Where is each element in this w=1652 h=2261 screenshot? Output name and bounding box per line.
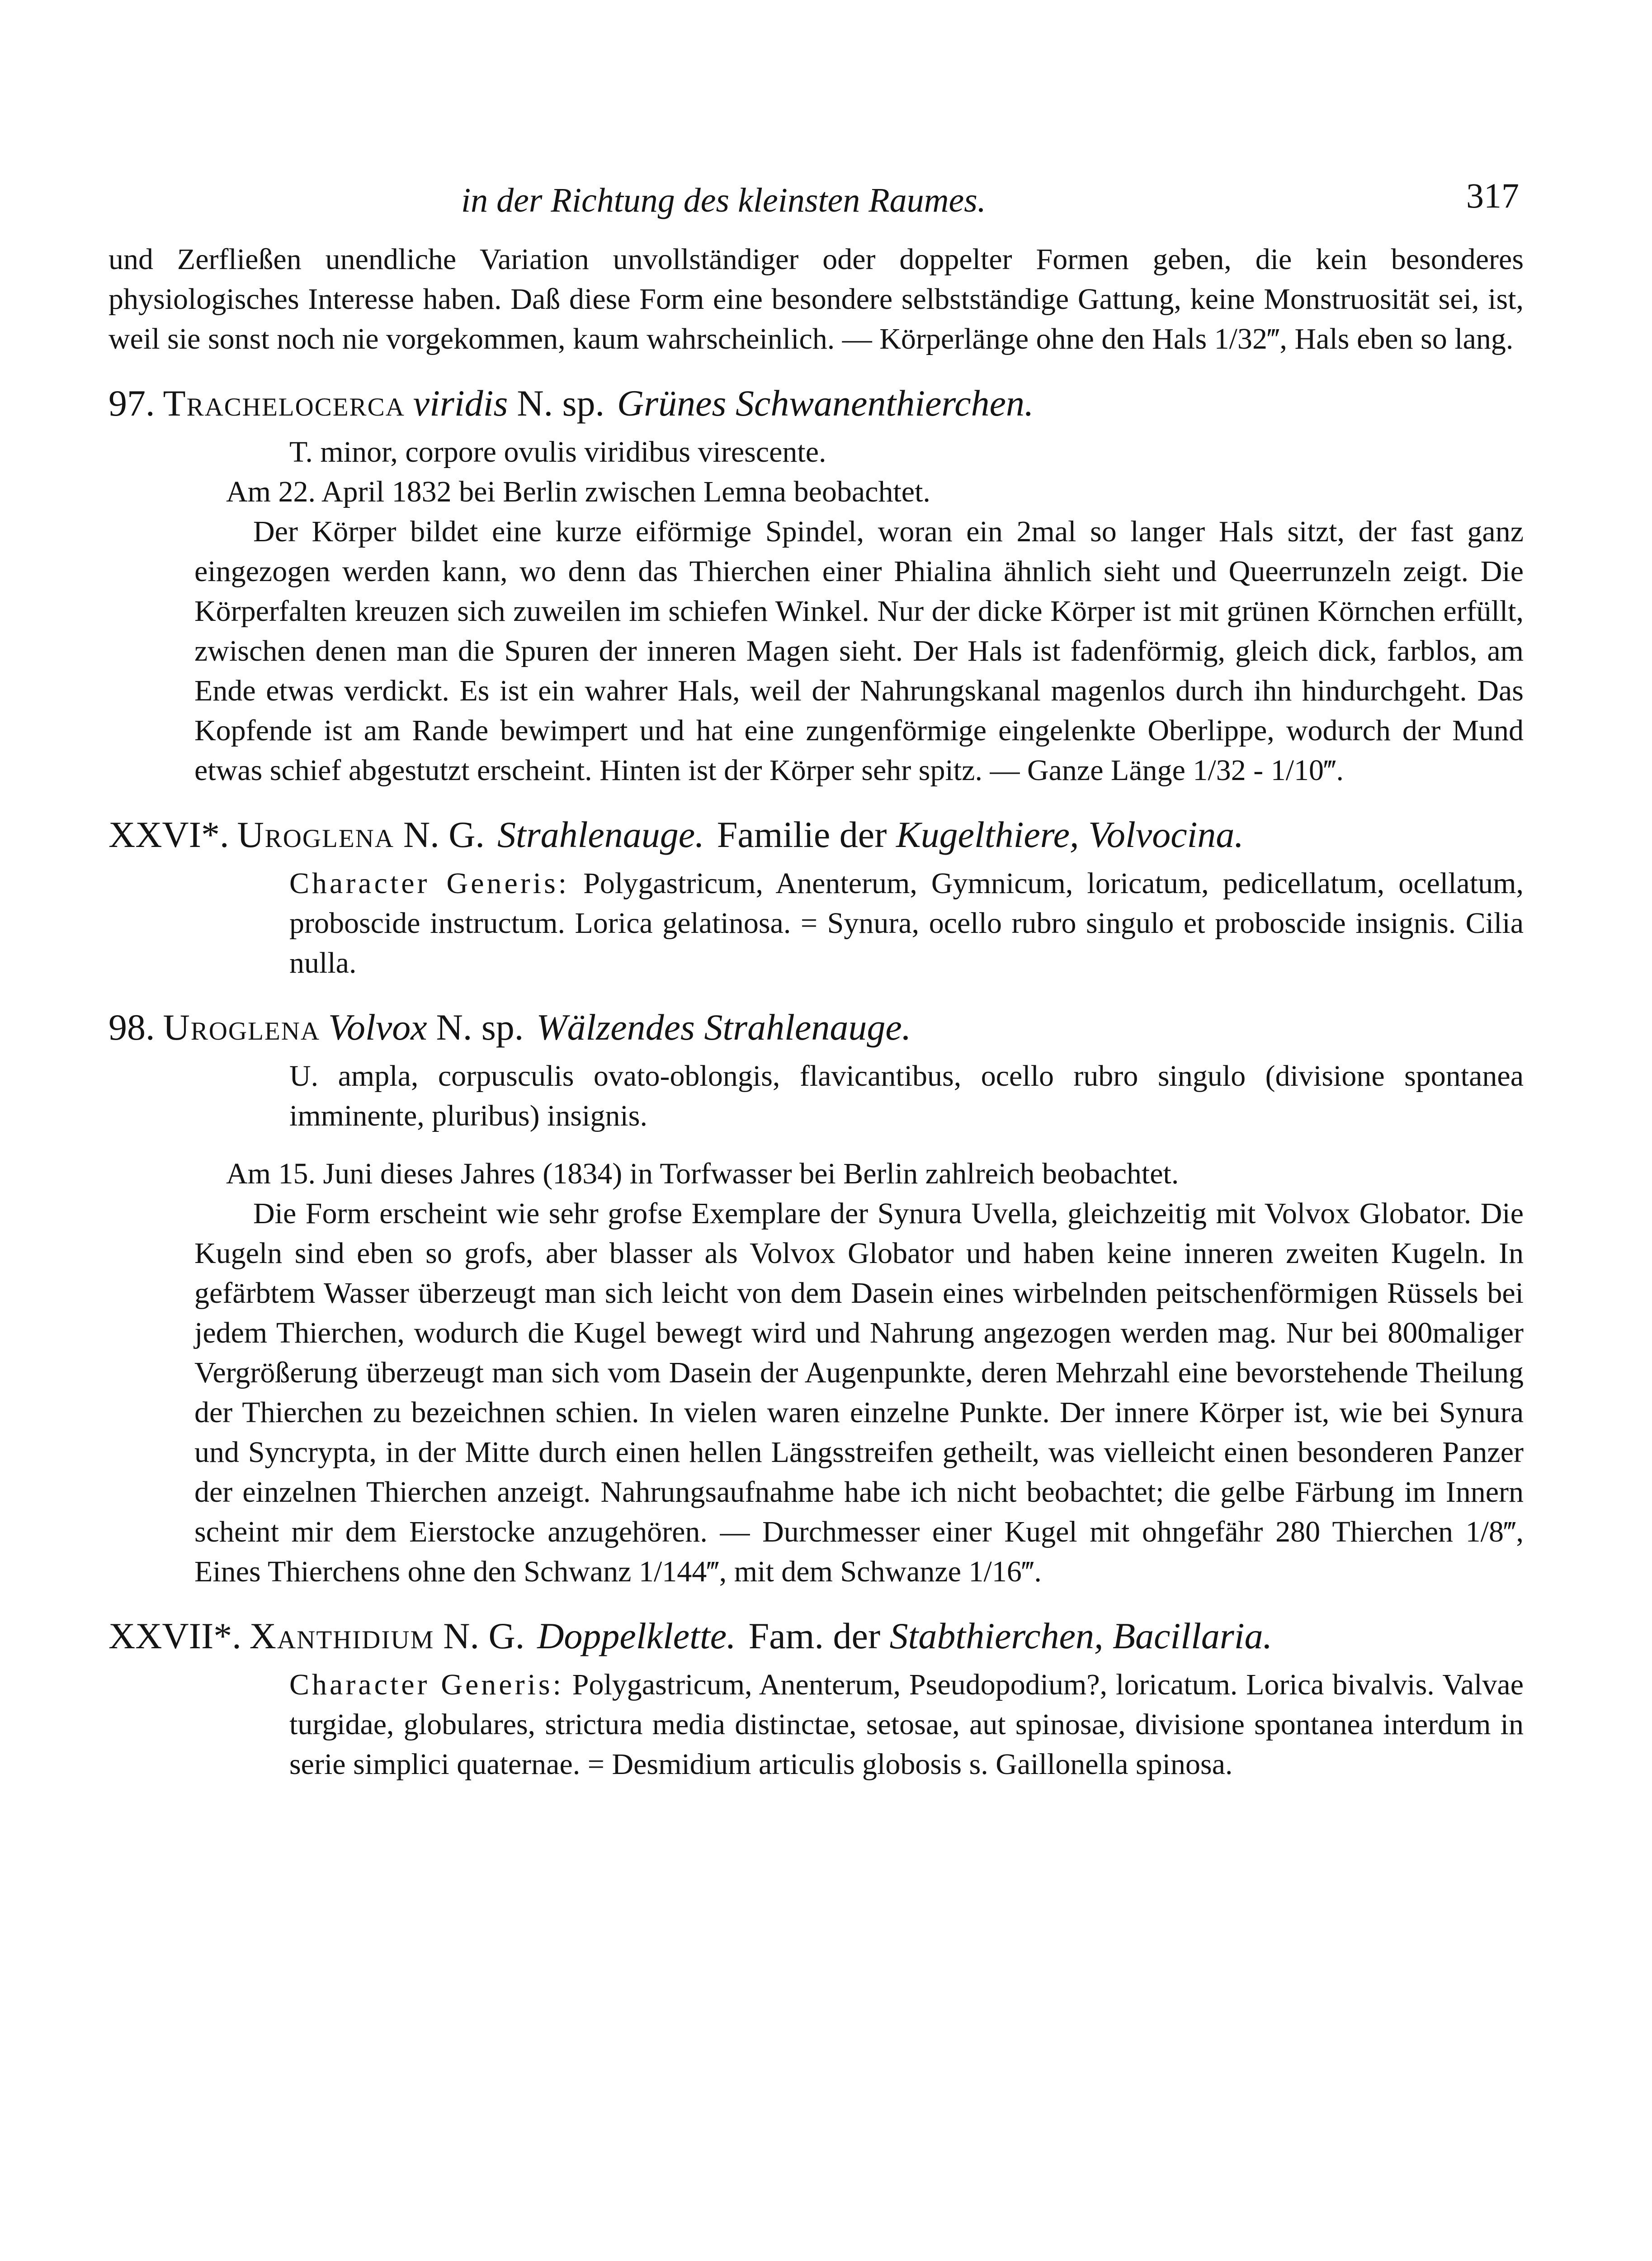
character-label: Character Generis: [289,867,570,900]
genus-xxvi-heading [109,809,1524,861]
latin-diagnosis: T. minor, corpore ovulis viridibus virescente. [289,435,826,468]
genus-xxvii-heading [109,1610,1524,1662]
genus-name: Xanthidium [249,1615,434,1656]
genus-name: Uroglena [163,1007,321,1048]
entry-98-heading [109,1001,1524,1054]
intro-paragraph: und Zerfließen unendliche Variation unvollständiger oder doppelter Formen geben, die kein besonderes physiologisches Interesse haben. Daß diese Form eine besondere selbstständige Gattung, keine Monstruosität sei, ist, weil sie sonst noch nie vorgekommen, kaum wahrscheinlich. — Körperlänge ohne den Hals 1/32‴, Hals eben so lang. [109,243,1524,355]
genus-number: XXVI*. [109,814,229,855]
species-description: Der Körper bildet eine kurze eiförmige Spindel, woran ein 2mal so langer Hals sitzt, der fast ganz eingezogen werden kann, wo denn das Thierchen einer Phialina ähnlich sieht und Queerrunzeln zeigt. Die Körperfalten kreuzen sich zuweilen im schiefen Winkel. Nur der dicke Körper ist mit grünen Körnchen erfüllt, zwischen denen man die Spuren der inneren Magen sieht. Der Hals ist fadenförmig, gleich dick, farblos, am Ende etwas verdickt. Es ist ein wahrer Hals, weil der Nahrungskanal magenlos durch ihn hindurchgeht. Das Kopfende ist am Rande bewimpert und hat eine zungenförmige eingelenkte Oberlippe, wodurch der Mund etwas schief abgestutzt erscheint. Hinten ist der Körper sehr spitz. — Ganze Länge 1/32 - 1/10‴. [194,515,1524,787]
genus-name: Uroglena [237,814,394,855]
observation-note: Am 22. April 1832 bei Berlin zwischen Lemna beobachtet. [226,475,930,508]
family-label: Fam. der [748,1615,881,1656]
family-label: Familie der [717,814,887,855]
latin-diagnosis: U. ampla, corpusculis ovato-oblongis, flavicantibus, ocello rubro singulo (divisione spontanea imminente, pluribus) insignis. [289,1060,1524,1132]
character-generis [109,864,1524,983]
running-title: in der Richtung des kleinsten Raumes. [461,181,986,219]
entry-number: 97. [109,383,155,424]
new-species-mark: N. sp. [517,383,605,424]
new-species-mark: N. sp. [436,1007,524,1048]
family-name: Stabthierchen, Bacillaria. [889,1615,1273,1656]
vernacular-name: Strahlenauge. [497,814,704,855]
species-name: viridis [413,383,508,424]
document-page [109,172,1524,1784]
vernacular-name: Doppelklette. [537,1615,736,1656]
spacer [109,1136,1524,1154]
character-label: Character Generis: [289,1668,564,1701]
entry-97-heading [109,377,1524,430]
observation-note: Am 15. Juni dieses Jahres (1834) in Torfwasser bei Berlin zahlreich beobachtet. [226,1157,1179,1190]
new-genus-mark: N. G. [403,814,485,855]
character-generis [109,1665,1524,1784]
genus-name: Trachelocerca [163,383,405,424]
character-text: Polygastricum, Anenterum, Pseudopodium?, loricatum. Lorica bivalvis. Valvae turgidae, globulares, strictura media distinctae, setosae, aut spinosae, divisione spontanea interdum in serie simplici quaternae. = Desmidium articulis globosis s. Gaillonella spinosa. [289,1668,1524,1781]
running-header [109,172,1524,240]
vernacular-name: Wälzendes Strahlenauge. [536,1007,911,1048]
family-name: Kugelthiere, Volvocina. [896,814,1244,855]
species-description: Die Form erscheint wie sehr grofse Exemplare der Synura Uvella, gleichzeitig mit Volvox Globator. Die Kugeln sind eben so grofs, aber blasser als Volvox Globator und haben keine inneren zweiten Kugeln. In gefärbtem Wasser überzeugt man sich leicht von dem Dasein eines wirbelnden peitschenförmigen Rüssels bei jedem Thierchen, wodurch die Kugel bewegt wird und Nahrung angezogen werden mag. Nur bei 800maliger Vergrößerung überzeugt man sich vom Dasein der Augenpunkte, deren Mehrzahl eine bevorstehende Theilung der Thierchen zu bezeichnen schien. In vielen waren einzelne Punkte. Der innere Körper ist, wie bei Synura und Syncrypta, in der Mitte durch einen hellen Längsstreifen getheilt, was vielleicht einen besonderen Panzer der einzelnen Thierchen anzeigt. Nahrungsaufnahme habe ich nicht beobachtet; die gelbe Färbung im Innern scheint mir dem Eierstocke anzugehören. — Durchmesser einer Kugel mit ohngefähr 280 Thierchen 1/8‴, Eines Thierchens ohne den Schwanz 1/144‴, mit dem Schwanze 1/16‴. [194,1197,1524,1588]
page-number: 317 [1466,176,1519,215]
character-text: Polygastricum, Anenterum, Gymnicum, loricatum, pedicellatum, ocellatum, proboscide instructum. Lorica gelatinosa. = Synura, ocello rubro singulo et proboscide insignis. Cilia nulla. [289,867,1524,979]
new-genus-mark: N. G. [443,1615,525,1656]
entry-number: 98. [109,1007,155,1048]
species-name: Volvox [328,1007,427,1048]
vernacular-name: Grünes Schwanenthierchen. [617,383,1034,424]
genus-number: XXVII*. [109,1615,241,1656]
